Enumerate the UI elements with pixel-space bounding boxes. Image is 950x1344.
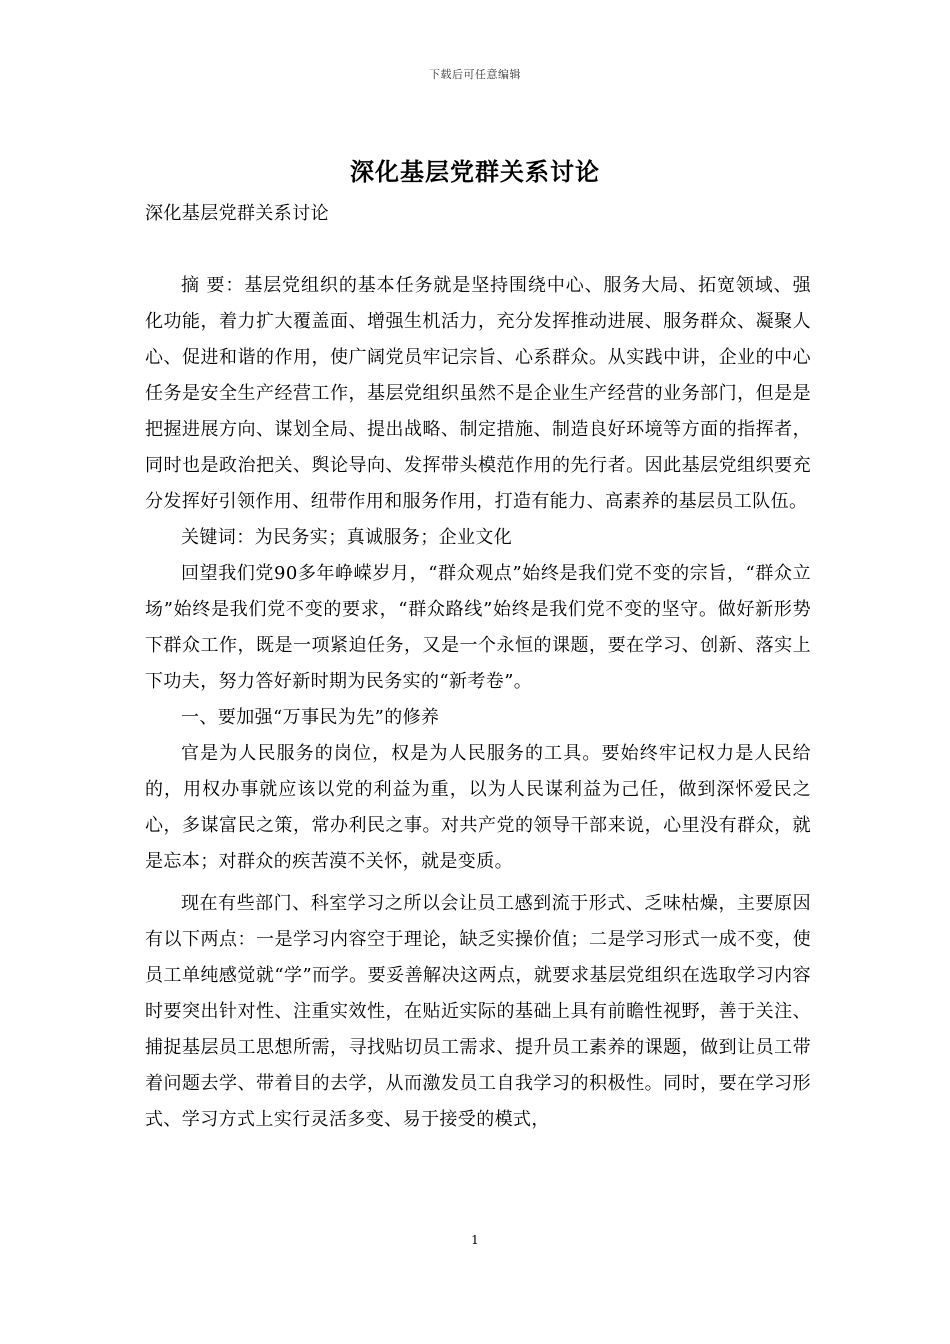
header-note: 下载后可任意编辑: [429, 68, 521, 81]
document-title: 深化基层党群关系讨论: [350, 157, 600, 186]
body-paragraph: 官是为人民服务的岗位，权是为人民服务的工具。要始终牢记权力是人民给的，用权办事就应该以党的利益为重，以为人民谋利益为己任，做到深怀爱民之心，多谋富民之策，常办利民之事。对共产党的领导干部来说，心里没有群众，就是忘本；对群众的疾苦漠不关怀，就是变质。: [145, 743, 811, 872]
keywords-paragraph: 关键词：为民务实；真诚服务；企业文化: [181, 527, 513, 548]
body-paragraph: 回望我们党90多年峥嵘岁月，“群众观点”始终是我们党不变的宗旨，“群众立场”始终是我们党不变的要求，“群众路线”始终是我们党不变的坚守。做好新形势下群众工作，既是一项紧迫任务，又是一个永恒的课题，要在学习、创新、落实上下功夫，努力答好新时期为民务实的“新考卷”。: [145, 563, 811, 692]
document-body: [145, 196, 811, 1138]
body-paragraph: 现在有些部门、科室学习之所以会让员工感到流于形式、乏味枯燥，主要原因有以下两点：一是学习内容空于理论，缺乏实操价值；二是学习形式一成不变，使员工单纯感觉就“学”而学。要妥善解决这两点，就要求基层党组织在选取学习内容时要突出针对性、注重实效性，在贴近实际的基础上具有前瞻性视野，善于关注、捕捉基层员工思想所需，寻找贴切员工需求、提升员工素养的课题，做到让员工带着问题去学、带着目的去学，从而激发员工自我学习的积极性。同时，要在学习形式、学习方式上实行灵活多变、易于接受的模式，: [145, 893, 811, 1130]
blank-line: [145, 232, 811, 268]
document-subtitle: 深化基层党群关系讨论: [145, 203, 329, 224]
abstract-paragraph: 摘 要：基层党组织的基本任务就是坚持围绕中心、服务大局、拓宽领域、强化功能，着力扩大覆盖面、增强生机活力，充分发挥推动进展、服务群众、凝聚人心、促进和谐的作用，使广阔党员牢记宗旨、心系群众。从实践中讲，企业的中心任务是安全生产经营工作，基层党组织虽然不是企业生产经营的业务部门，但是是把握进展方向、谋划全局、提出战略、制定措施、制造良好环境等方面的指挥者，同时也是政治把关、舆论导向、发挥带头模范作用的先行者。因此基层党组织要充分发挥好引领作用、纽带作用和服务作用，打造有能力、高素养的基层员工队伍。: [145, 275, 811, 512]
page-number: 1: [471, 1233, 479, 1247]
section-heading: 一、要加强“万事民为先”的修养: [181, 707, 440, 728]
